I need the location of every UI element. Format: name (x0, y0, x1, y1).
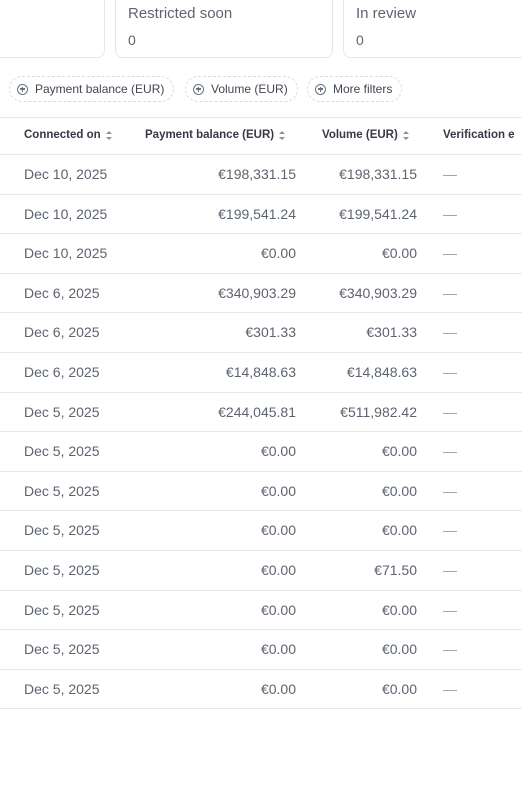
table-row[interactable] (0, 630, 522, 670)
table-row[interactable] (0, 670, 522, 710)
payment-balance-cell: €0.00 (260, 443, 296, 460)
connected-on-cell: Dec 10, 2025 (24, 245, 108, 262)
connected-on-cell: Dec 5, 2025 (24, 403, 100, 420)
table-row[interactable] (0, 432, 522, 472)
table-row[interactable] (0, 393, 522, 433)
table-row[interactable] (0, 195, 522, 235)
payment-balance-cell: €199,541.24 (218, 205, 296, 222)
column-header-label: Payment balance (EUR) (145, 129, 275, 141)
verification-cell: — (443, 601, 457, 618)
verification-cell: — (443, 284, 457, 301)
verification-cell: — (443, 364, 457, 380)
payment-balance-cell: €244,045.81 (218, 403, 296, 420)
column-header-label: Volume (EUR) (322, 129, 398, 141)
summary-card-in-review[interactable] (343, 0, 522, 58)
connected-on-cell: Dec 5, 2025 (24, 443, 100, 460)
volume-cell: €198,331.15 (339, 166, 417, 182)
plus-circle-icon (193, 84, 204, 95)
sort-icon (279, 131, 285, 140)
table-row[interactable] (0, 274, 522, 314)
volume-cell: €199,541.24 (339, 205, 417, 222)
table-row[interactable] (0, 313, 522, 353)
volume-cell: €14,848.63 (346, 364, 417, 380)
connected-on-cell: Dec 5, 2025 (24, 680, 100, 697)
table-row[interactable] (0, 234, 522, 274)
payment-balance-cell: €0.00 (260, 245, 296, 262)
volume-cell: €301.33 (366, 324, 417, 341)
volume-cell: €0.00 (381, 601, 417, 618)
verification-cell: — (443, 562, 457, 578)
table-top-border (0, 117, 522, 118)
payment-balance-cell: €0.00 (260, 641, 296, 658)
volume-cell: €0.00 (381, 680, 417, 697)
card-label: In review (356, 5, 417, 22)
payment-balance-cell: €198,331.15 (218, 166, 296, 182)
verification-cell: — (443, 403, 457, 420)
verification-cell: — (443, 166, 457, 182)
verification-cell: — (443, 641, 457, 658)
column-header-label: Connected on (24, 129, 101, 141)
connected-on-cell: Dec 5, 2025 (24, 641, 100, 658)
verification-cell: — (443, 680, 457, 697)
plus-circle-icon (315, 84, 326, 95)
volume-cell: €0.00 (381, 482, 417, 499)
connected-on-cell: Dec 10, 2025 (24, 166, 108, 182)
payment-balance-cell: €0.00 (260, 562, 296, 578)
plus-circle-icon (17, 84, 28, 95)
payment-balance-cell: €0.00 (260, 680, 296, 697)
summary-card[interactable] (0, 0, 105, 58)
payment-balance-cell: €0.00 (260, 601, 296, 618)
payment-balance-cell: €301.33 (245, 324, 296, 341)
connected-on-cell: Dec 5, 2025 (24, 601, 100, 618)
more-filters-button[interactable] (307, 76, 402, 102)
payment-balance-cell: €0.00 (260, 482, 296, 499)
filter-label: Volume (EUR) (211, 82, 288, 96)
volume-cell: €71.50 (374, 562, 417, 578)
column-header-payment-balance[interactable] (145, 129, 285, 141)
card-label: Restricted soon (128, 5, 233, 22)
sort-icon (403, 131, 409, 140)
column-header-connected-on[interactable] (24, 129, 112, 141)
sort-icon (106, 131, 112, 140)
volume-cell: €0.00 (381, 522, 417, 539)
verification-cell: — (443, 245, 457, 262)
filter-label: More filters (333, 82, 393, 96)
payment-balance-cell: €0.00 (260, 522, 296, 539)
payment-balance-cell: €14,848.63 (225, 364, 296, 380)
volume-cell: €0.00 (381, 245, 417, 262)
payment-balance-cell: €340,903.29 (218, 284, 296, 301)
volume-cell: €0.00 (381, 641, 417, 658)
table-row[interactable] (0, 472, 522, 512)
table-row[interactable] (0, 155, 522, 195)
verification-cell: — (443, 205, 457, 222)
column-header-volume[interactable] (322, 129, 409, 141)
table-row[interactable] (0, 551, 522, 591)
column-header-label: Verification e (443, 129, 515, 141)
volume-cell: €0.00 (381, 443, 417, 460)
connected-on-cell: Dec 6, 2025 (24, 364, 100, 380)
connected-on-cell: Dec 5, 2025 (24, 482, 100, 499)
verification-cell: — (443, 443, 457, 460)
column-header-verification[interactable] (443, 129, 515, 141)
connected-on-cell: Dec 6, 2025 (24, 284, 100, 301)
card-value: 0 (128, 32, 136, 48)
connected-on-cell: Dec 5, 2025 (24, 562, 100, 578)
connected-on-cell: Dec 5, 2025 (24, 522, 100, 539)
verification-cell: — (443, 324, 457, 341)
table-row[interactable] (0, 591, 522, 631)
filter-label: Payment balance (EUR) (35, 82, 165, 96)
verification-cell: — (443, 522, 457, 539)
connected-on-cell: Dec 6, 2025 (24, 324, 100, 341)
summary-card-restricted-soon[interactable] (115, 0, 333, 58)
table-row[interactable] (0, 353, 522, 393)
connected-on-cell: Dec 10, 2025 (24, 205, 108, 222)
filter-payment-balance-button[interactable] (9, 76, 174, 102)
filter-volume-button[interactable] (185, 76, 298, 102)
volume-cell: €511,982.42 (340, 403, 417, 420)
volume-cell: €340,903.29 (339, 284, 417, 301)
table-row[interactable] (0, 511, 522, 551)
verification-cell: — (443, 482, 457, 499)
card-value: 0 (356, 32, 364, 48)
